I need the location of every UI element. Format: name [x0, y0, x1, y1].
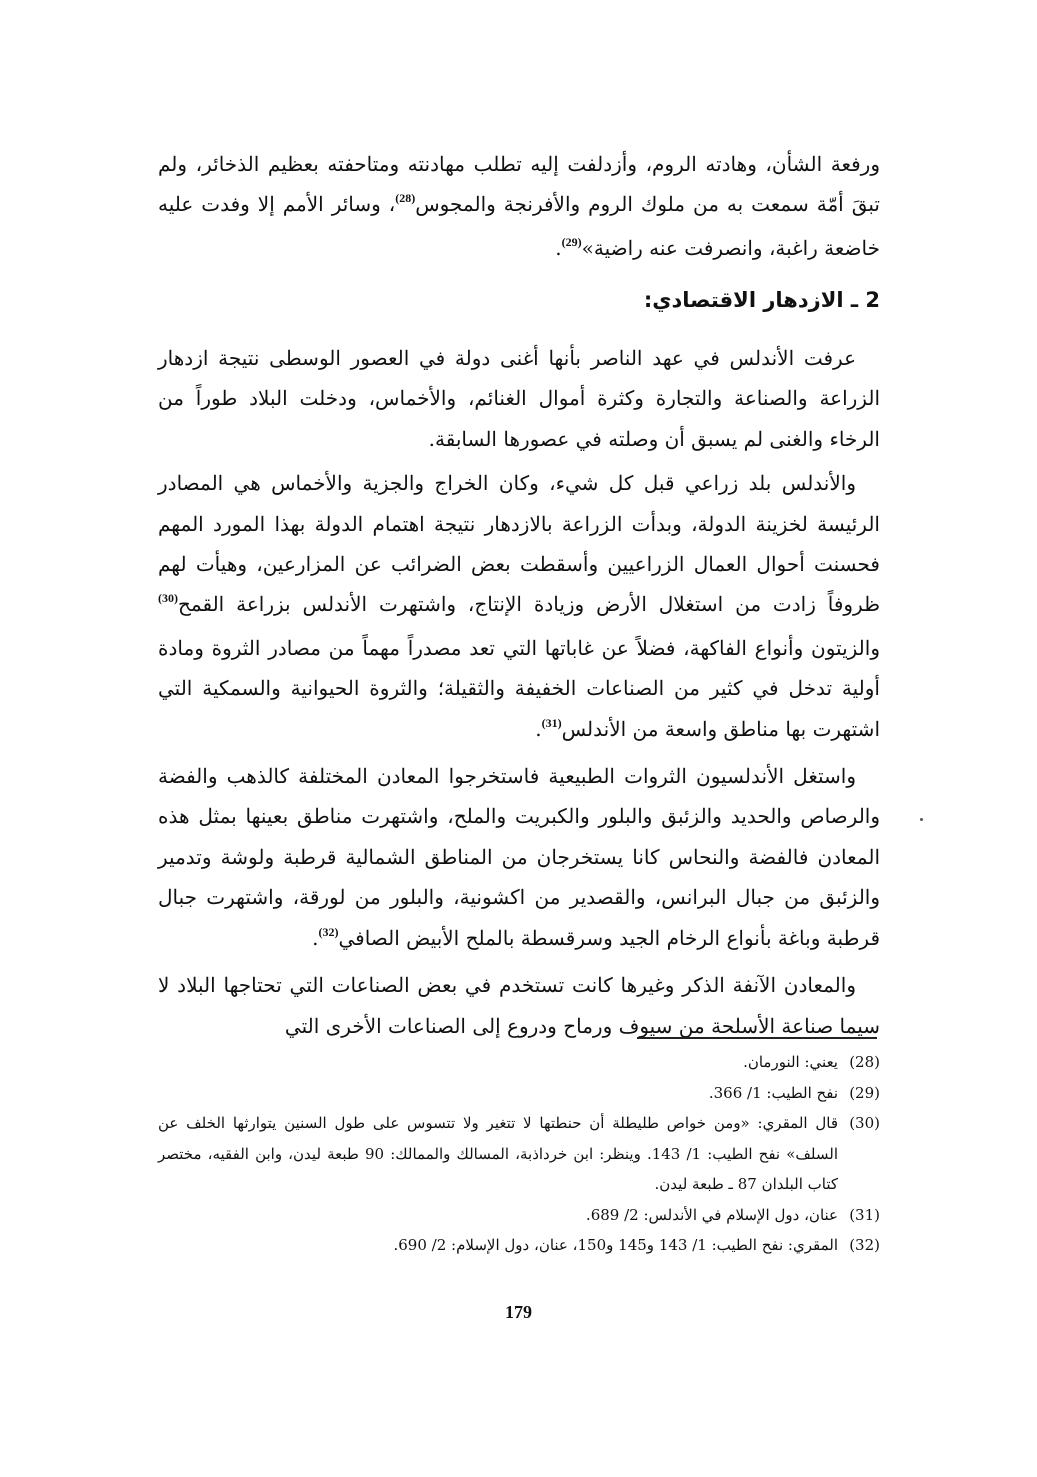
paragraph-text-run: عرفت الأندلس في عهد الناصر بأنها أغنى دولة في العصور الوسطى نتيجة ازدهار الزراعة والصناعة والتجارة وكثرة أموال الغنائم، والأخماس، ودخلت البلاد طوراً من الرخاء والغنى لم يسبق أن وصلته في عصورها السابقة. — [158, 346, 880, 451]
footnote-number: (32) — [849, 1236, 880, 1254]
paragraph-1 — [158, 144, 880, 271]
footnote-number: (28) — [849, 1053, 880, 1071]
footnote-32 — [158, 1230, 880, 1261]
footnote-text: نفح الطيب: 1/ 366. — [708, 1083, 838, 1102]
page-number: 179 — [505, 1302, 532, 1322]
paragraph-5 — [158, 965, 880, 1046]
footnote-ref-29[interactable]: (29) — [561, 234, 582, 249]
body-text — [158, 338, 880, 1046]
footnote-ref-32[interactable]: (32) — [318, 924, 339, 939]
footnote-separator — [637, 1037, 877, 1039]
scan-speck — [920, 818, 923, 821]
paragraph-text-run: والزيتون وأنواع الفاكهة، فضلاً عن غاباتها التي تعد مصدراً مهماً من مصادر الثروة ومادة أولية تدخل في كثير من الصناعات الخفيفة والثقيلة؛ والثروة الحيوانية والسمكية التي اشتهرت بها مناطق واسعة من الأندلس — [158, 635, 880, 741]
footnote-30 — [158, 1108, 880, 1200]
footnotes — [158, 1047, 880, 1261]
footnote-29 — [158, 1078, 880, 1109]
footnote-text: قال المقري: «ومن خواص طليطلة أن حنطتها لا تتغير ولا تتسوس على طول السنين يتوارثها الخلف عن السلف» نفح الطيب: 1/ 143. وينظر: ابن خرداذبة، المسالك والممالك: 90 طبعة ليدن، وابن الفقيه، مختصر كتاب البلدان 87 ـ طبعة ليدن. — [158, 1114, 838, 1193]
section-heading: 2 ـ الازدهار الاقتصادي: — [643, 288, 880, 312]
footnote-ref-28[interactable]: (28) — [395, 191, 416, 206]
paragraph-text-run: . — [555, 235, 562, 260]
paragraph-text-run: والمعادن الآنفة الذكر وغيرها كانت تستخدم في بعض الصناعات التي تحتاجها البلاد لا سيما صناعة الأسلحة من سيوف ورماح ودروع إلى الصناعات الأخرى التي — [158, 973, 880, 1038]
footnote-ref-30[interactable]: (30) — [158, 591, 178, 606]
footnote-number: (29) — [849, 1083, 880, 1102]
paragraph-text-run: واستغل الأندلسيون الثروات الطبيعية فاستخرجوا المعادن المختلفة كالذهب والفضة والرصاص والحديد والزئبق والبلور والكبريت والملح، واشتهرت مناطق بعينها بمثل هذه المعادن فالفضة والنحاس كانا يستخرجان من المناطق الشمالية قرطبة ولوشة وتدمير والزئبق من جبال البرانس، والقصدير من اكشونية، والبلور من لورقة، واشتهرت جبال قرطبة وباغة بأنواع الرخام الجيد وسرقسطة بالملح الأبيض الصافي — [158, 764, 881, 950]
paragraph-text-run: والأندلس بلد زراعي قبل كل شيء، وكان الخراج والجزية والأخماس هي المصادر الرئيسة لخزينة الدولة، وبدأت الزراعة بالازدهار نتيجة اهتمام الدولة بهذا المورد المهم فحسنت أحوال العمال الزراعيين وأسقطت بعض الضرائب عن المزارعين، وهيأت لهم ظروفاً زادت من استغلال الأرض وزيادة الإنتاج، واشتهرت الأندلس بزراعة القمح — [158, 471, 881, 617]
paragraph-text-run: ، وسائر الأمم إلا وفدت عليه خاضعة راغبة، وانصرفت عنه راضية» — [158, 192, 880, 260]
paragraph-3 — [158, 463, 880, 752]
paragraph-text-run: . — [535, 716, 542, 741]
paragraph-text-run: ورفعة الشأن، وهادته الروم، وأزدلفت إليه تطلب مهادنته ومتاحفته بعظيم الذخائر، ولم تبقَ أمّة سمعت به من ملوك الروم والأفرنجة والمجوس — [158, 152, 880, 217]
footnote-ref-31[interactable]: (31) — [541, 715, 562, 730]
footnote-text: عنان، دول الإسلام في الأندلس: 2/ 689. — [585, 1205, 838, 1224]
footnote-text: المقري: نفح الطيب: 1/ 143 و145 و150، عنان، دول الإسلام: 2/ 690. — [393, 1236, 838, 1254]
footnote-28 — [158, 1047, 880, 1078]
footnote-number: (30) — [849, 1114, 880, 1132]
footnote-number: (31) — [849, 1205, 880, 1224]
footnote-text: يعني: النورمان. — [743, 1053, 838, 1071]
paragraph-1-text — [158, 144, 880, 271]
paragraph-2 — [158, 338, 880, 459]
footnote-31 — [158, 1200, 880, 1231]
paragraph-text-run: . — [312, 925, 319, 950]
paragraph-4 — [158, 756, 880, 961]
